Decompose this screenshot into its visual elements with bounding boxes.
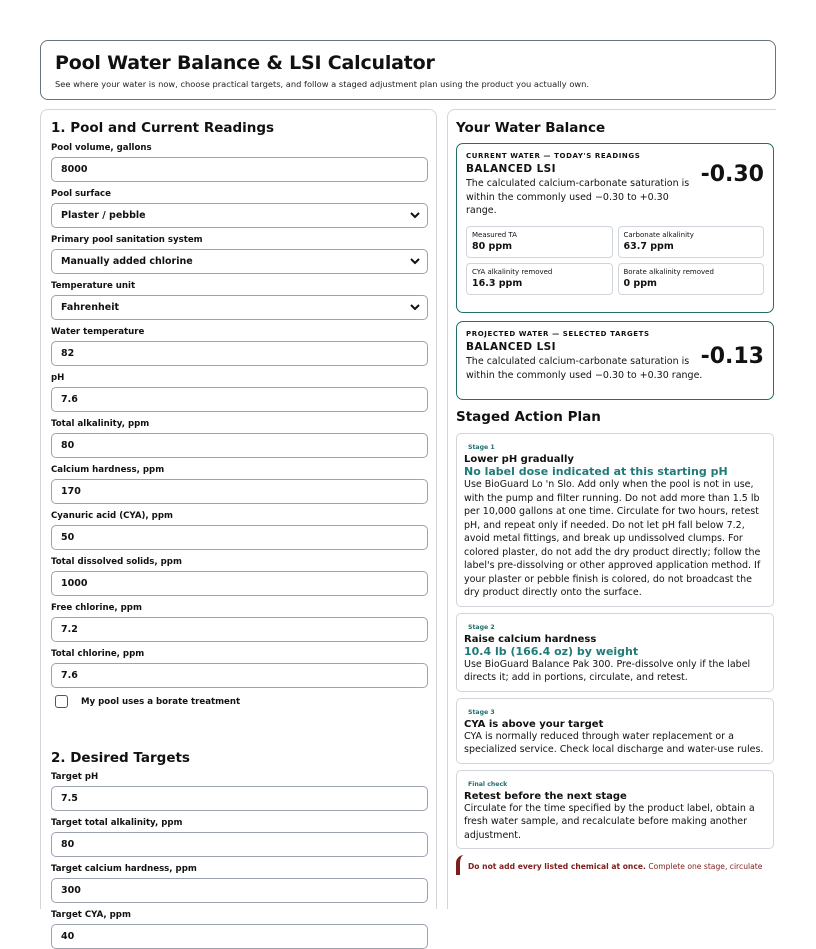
sanitation-value: Manually added chlorine xyxy=(61,256,193,267)
target-ch-label: Target calcium hardness, ppm xyxy=(51,864,197,874)
surface-value: Plaster / pebble xyxy=(61,210,146,221)
fc-input[interactable]: 7.2 xyxy=(51,617,428,642)
temp-unit-select[interactable] xyxy=(51,295,428,320)
stage-title: Lower pH gradually xyxy=(464,454,574,465)
stage-tag: Stage 1 xyxy=(468,444,495,451)
stage-tag: Final check xyxy=(468,780,508,788)
borate-checkbox[interactable] xyxy=(55,695,68,708)
cell-value: 0 ppm xyxy=(623,277,657,289)
projected-lsi-value: -0.13 xyxy=(700,344,764,369)
projected-kicker: PROJECTED WATER — SELECTED TARGETS xyxy=(466,330,650,338)
warning-bold: Do not add every listed chemical at once. xyxy=(468,862,646,871)
surface-label: Pool surface xyxy=(51,189,111,199)
chevron-down-icon xyxy=(409,301,421,313)
volume-label: Pool volume, gallons xyxy=(51,143,152,153)
stage-3-card xyxy=(456,698,774,764)
borate-row xyxy=(51,695,426,708)
ta-label: Total alkalinity, ppm xyxy=(51,419,150,429)
section1-title: 1. Pool and Current Readings xyxy=(51,120,275,136)
stage-tag: Stage 2 xyxy=(468,623,495,631)
final-check-card xyxy=(456,770,774,850)
fc-label: Free chlorine, ppm xyxy=(51,603,142,613)
warning-banner xyxy=(456,855,774,875)
surface-select[interactable] xyxy=(51,203,428,228)
cell-value: 80 ppm xyxy=(472,240,513,252)
stage-tag: Stage 3 xyxy=(468,708,495,716)
stage-body: Use BioGuard Lo 'n Slo. Add only when the pool is not in use, with the pump and filter running. Do not add more than 1.5 lb per 10,000 gallons at one time. Circulate for two hours, retest pH, and repeat only if needed. Do not let pH fall below 7.2, avoid metal fittings, and break up undissolved clumps. For colored plaster, do not add the dry product directly; follow the label's pre-dissolving or other approved application method. If your plaster or pebble finish is colored, do not broadcast the dry product directly onto the surface. xyxy=(464,479,761,598)
cya-alkalinity-cell xyxy=(466,263,613,295)
page-header xyxy=(40,40,776,100)
temperature-input[interactable]: 82 xyxy=(51,341,428,366)
temp-unit-label: Temperature unit xyxy=(51,281,136,291)
warning-text: Complete one stage, circulate xyxy=(648,862,763,871)
stage-body: Use BioGuard Balance Pak 300. Pre-dissolve only if the label directs it; add in portions, circulate, and retest. xyxy=(464,658,751,683)
cya-input[interactable]: 50 xyxy=(51,525,428,550)
projected-status: BALANCED LSI xyxy=(466,341,556,353)
tc-label: Total chlorine, ppm xyxy=(51,649,145,659)
ta-input[interactable]: 80 xyxy=(51,433,428,458)
borate-label: My pool uses a borate treatment xyxy=(81,696,241,707)
cell-label: Borate alkalinity removed xyxy=(623,267,714,276)
cell-value: 16.3 ppm xyxy=(472,277,523,289)
stage-dose: 10.4 lb (166.4 oz) by weight xyxy=(464,644,639,658)
chevron-down-icon xyxy=(409,255,421,267)
cell-label: CYA alkalinity removed xyxy=(472,267,553,276)
page-title: Pool Water Balance & LSI Calculator xyxy=(55,52,435,74)
stage-title: Raise calcium hardness xyxy=(464,633,597,645)
stage-body: Circulate for the time specified by the product label, obtain a fresh water sample, and recalculate before making another adjustment. xyxy=(464,802,755,841)
chevron-down-icon xyxy=(409,209,421,221)
stage-body: CYA is normally reduced through water replacement or a specialized service. Check local discharge and water-use rules. xyxy=(464,730,764,755)
ch-label: Calcium hardness, ppm xyxy=(51,465,165,475)
current-lsi-value: -0.30 xyxy=(700,162,764,187)
target-ch-input[interactable]: 300 xyxy=(51,878,428,903)
alkalinity-grid xyxy=(466,226,764,295)
current-desc: The calculated calcium-carbonate saturation is within the commonly used −0.30 to +0.30 range. xyxy=(466,178,690,216)
tds-input[interactable]: 1000 xyxy=(51,571,428,596)
stage-title: CYA is above your target xyxy=(464,718,604,730)
sanitation-label: Primary pool sanitation system xyxy=(51,235,203,245)
target-ta-input[interactable]: 80 xyxy=(51,832,428,857)
results-panel xyxy=(447,109,776,909)
plan-title: Staged Action Plan xyxy=(456,409,601,425)
ph-label: pH xyxy=(51,373,65,383)
borate-alkalinity-cell xyxy=(618,263,765,295)
projected-desc: The calculated calcium-carbonate saturation is within the commonly used −0.30 to +0.30 range. xyxy=(466,356,703,381)
cell-label: Carbonate alkalinity xyxy=(623,230,694,239)
ph-input[interactable]: 7.6 xyxy=(51,387,428,412)
ch-input[interactable]: 170 xyxy=(51,479,428,504)
stage-2-card xyxy=(456,613,774,692)
measured-ta-cell xyxy=(466,226,613,258)
current-water-card xyxy=(456,143,774,313)
page-subtitle: See where your water is now, choose practical targets, and follow a staged adjustment plan using the product you actually own. xyxy=(55,79,590,89)
section2-title: 2. Desired Targets xyxy=(51,750,190,766)
cell-label: Measured TA xyxy=(472,230,517,239)
target-ta-label: Target total alkalinity, ppm xyxy=(51,818,183,828)
inputs-panel xyxy=(40,109,437,942)
current-status: BALANCED LSI xyxy=(466,163,556,175)
volume-input[interactable]: 8000 xyxy=(51,157,428,182)
target-ph-label: Target pH xyxy=(51,772,99,782)
current-kicker: CURRENT WATER — TODAY'S READINGS xyxy=(466,152,641,160)
stage-1-card xyxy=(456,433,774,607)
cya-label: Cyanuric acid (CYA), ppm xyxy=(51,511,173,521)
balance-title: Your Water Balance xyxy=(456,120,606,136)
temperature-label: Water temperature xyxy=(51,327,145,337)
stage-dose: No label dose indicated at this starting pH xyxy=(464,465,728,478)
target-cya-input[interactable]: 40 xyxy=(51,924,428,949)
temp-unit-value: Fahrenheit xyxy=(61,302,120,313)
stage-title: Retest before the next stage xyxy=(464,790,627,802)
sanitation-select[interactable] xyxy=(51,249,428,274)
tds-label: Total dissolved solids, ppm xyxy=(51,557,182,567)
tc-input[interactable]: 7.6 xyxy=(51,663,428,688)
target-ph-input[interactable]: 7.5 xyxy=(51,786,428,811)
carbonate-alkalinity-cell xyxy=(618,226,765,258)
target-cya-label: Target CYA, ppm xyxy=(51,910,131,920)
projected-water-card xyxy=(456,321,774,400)
cell-value: 63.7 ppm xyxy=(623,240,674,252)
